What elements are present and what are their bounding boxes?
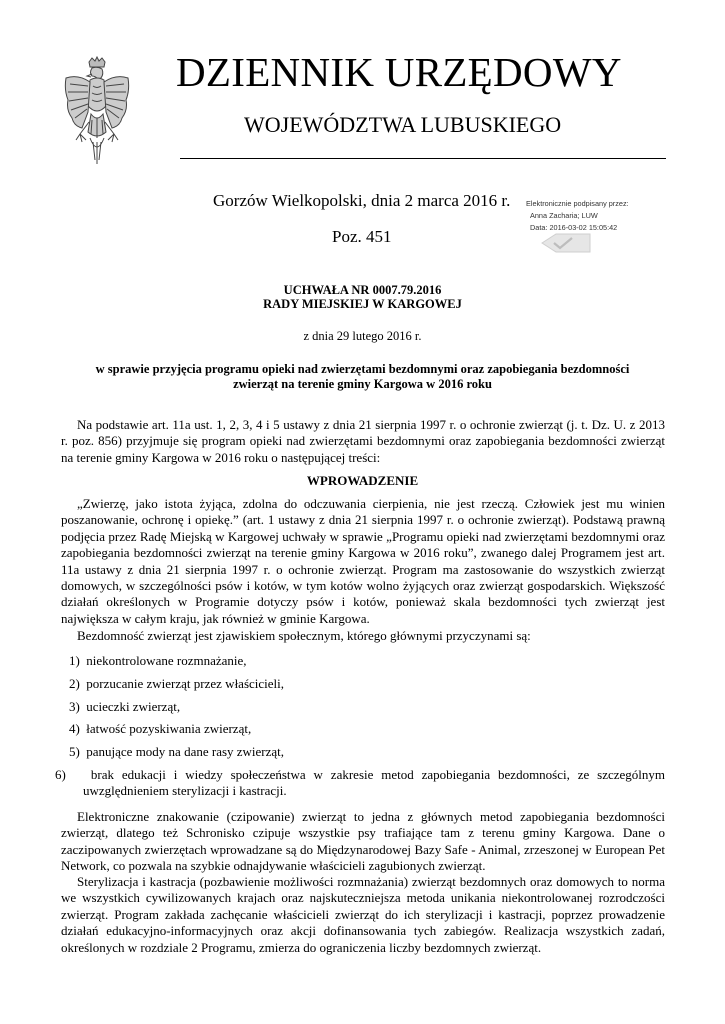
list-item: 1) niekontrolowane rozmnażanie, [69, 653, 247, 668]
list-item: 2) porzucanie zwierząt przez właścicieli, [69, 676, 285, 691]
journal-title: DZIENNIK URZĘDOWY [176, 49, 622, 95]
resolution-number: UCHWAŁA NR 0007.79.2016 [283, 283, 442, 297]
causes-intro-paragraph: Bezdomność zwierząt jest zjawiskiem społecznym, którego głównymi przyczynami są: [77, 628, 531, 643]
list-item: 3) ucieczki zwierząt, [69, 699, 181, 714]
position-number: Poz. 451 [332, 227, 392, 246]
journal-subtitle: WOJEWÓDZTWA LUBUSKIEGO [244, 112, 562, 137]
list-item: 6) brak edukacji i wiedzy społeczeństwa w zakresie metod zapobiegania bezdomności, ze szczególnym uwzględnieniem sterylizacji i kastracji. [55, 767, 666, 798]
list-item: 5) panujące mody na dane rasy zwierząt, [69, 744, 285, 759]
signature-line-signer: Anna Zacharia; LUW [530, 211, 598, 220]
resolution-subject-line-2: zwierząt na terenie gminy Kargowa w 2016 roku [233, 377, 492, 391]
electronic-signature-block [526, 198, 656, 234]
signature-line-signed-by: Elektronicznie podpisany przez: [526, 199, 629, 208]
council-name: RADY MIEJSKIEJ W KARGOWEJ [263, 297, 462, 311]
resolution-subject-line-1: w sprawie przyjęcia programu opieki nad zwierzętami bezdomnymi oraz zapobiegania bezdomności [95, 362, 630, 376]
introduction-paragraph: „Zwierzę, jako istota żyjąca, zdolna do odczuwania cierpienia, nie jest rzeczą. Człowiek jest mu winien poszanowanie, ochronę i opiekę.” (art. 1 ustawy z dnia 21 sierpnia 1997 r. o ochronie zwierząt). Podstawą prawną podjęcia przez Radę Miejską w Kargowej uchwały w sprawie „Programu opieki nad zwierzętami bezdomnymi oraz zapobiegania bezdomności zwierząt na terenie gminy Kargowa w 2016 roku”, zwanego dalej Programem jest art. 11a ustawy z dnia 21 sierpnia 1997 r. o ochronie zwierząt. Program ma zastosowanie do wszystkich zwierząt domowych, w szczególności psów i kotów, w tym kotów wolno żyjących oraz zwierząt gospodarskich. Większość działań określonych w Programie dotyczy psów i kotów, ponieważ skala bezdomności tych zwierząt jest największa w całym kraju, jak również w gminie Kargowa. [61, 496, 665, 626]
publication-place-date: Gorzów Wielkopolski, dnia 2 marca 2016 r. [213, 191, 511, 210]
signature-check-icon [540, 232, 592, 254]
chipping-paragraph: Elektroniczne znakowanie (czipowanie) zwierząt to jedna z głównych metod zapobiegania bezdomności zwierząt, dlatego też Schronisko czipuje wszystkie psy trafiające tam z terenu gminy Kargowa. Dane o zaczipowanych zwierzętach wprowadzane są do Międzynarodowej Bazy Safe - Animal, zrzeszonej w European Pet Network, co pozwala na szybkie odnajdywanie właścicieli zagubionych zwierząt. [61, 809, 665, 874]
signature-line-date: Data: 2016-03-02 15:05:42 [530, 223, 618, 232]
resolution-date: z dnia 29 lutego 2016 r. [303, 329, 422, 343]
masthead-divider [180, 158, 666, 159]
sterilization-paragraph: Sterylizacja i kastracja (pozbawienie możliwości rozmnażania) zwierząt bezdomnych oraz domowych to norma we wszystkich cywilizowanych krajach oraz najskuteczniejsza metoda unikania niekontrolowanej rozrodczości zwierząt. Program zakłada zachęcanie właścicieli zwierząt do ich sterylizacji i kastracji, poprzez prowadzenie działań edukacyjno-informacyjnych oraz akcji dofinansowania tych zabiegów. Realizacja wszystkich zadań, określonych w rozdziale 2 Programu, zmierza do ograniczenia liczby bezdomnych zwierząt. [61, 874, 665, 955]
coat-of-arms-eagle-icon [62, 56, 132, 168]
legal-basis-paragraph: Na podstawie art. 11a ust. 1, 2, 3, 4 i 5 ustawy z dnia 21 sierpnia 1997 r. o ochronie zwierząt (j. t. Dz. U. z 2013 r. poz. 856) przyjmuje się program opieki nad zwierzętami bezdomnymi oraz zapobiegania bezdomności zwierząt na terenie gminy Kargowa w 2016 roku o następującej treści: [61, 417, 665, 465]
list-item: 4) łatwość pozyskiwania zwierząt, [69, 721, 252, 736]
section-heading: WPROWADZENIE [306, 473, 419, 488]
